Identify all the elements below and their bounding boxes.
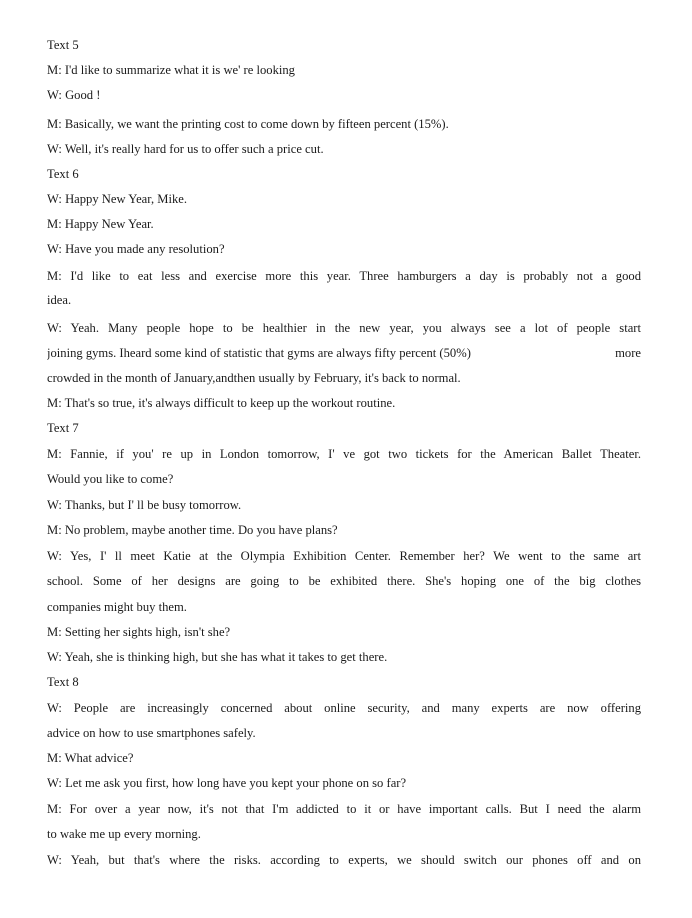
- dialogue-line: M: Fannie, if you' re up in London tomorrow, I' ve got two tickets for the American Ballet Theater.: [47, 447, 641, 461]
- line-segment: joining gyms. Iheard some kind of statistic that gyms are always fifty percent (50%): [47, 346, 471, 360]
- section-heading-text-7: Text 7: [47, 421, 79, 435]
- dialogue-line-continuation: school. Some of her designs are going to be exhibited there. She's hoping one of the big clothes: [47, 574, 641, 588]
- line-segment: more: [615, 346, 641, 360]
- section-heading-text-6: Text 6: [47, 167, 79, 181]
- dialogue-line-continuation: advice on how to use smartphones safely.: [47, 726, 256, 740]
- dialogue-line: M: No problem, maybe another time. Do you have plans?: [47, 523, 338, 537]
- dialogue-line-continuation: idea.: [47, 293, 72, 307]
- dialogue-line: W: Thanks, but I' ll be busy tomorrow.: [47, 498, 242, 512]
- dialogue-line: W: Have you made any resolution?: [47, 242, 225, 256]
- dialogue-line: W: Yeah, she is thinking high, but she has what it takes to get there.: [47, 650, 388, 664]
- dialogue-line-continuation: [47, 345, 641, 361]
- dialogue-line: M: I'd like to summarize what it is we' re looking: [47, 63, 295, 77]
- dialogue-line: M: That's so true, it's always difficult to keep up the workout routine.: [47, 396, 396, 410]
- dialogue-line-continuation: to wake me up every morning.: [47, 827, 201, 841]
- dialogue-line: M: I'd like to eat less and exercise more this year. Three hamburgers a day is probably not a good: [47, 269, 641, 283]
- dialogue-line: W: Let me ask you first, how long have you kept your phone on so far?: [47, 776, 407, 790]
- dialogue-line: W: Yeah. Many people hope to be healthier in the new year, you always see a lot of people start: [47, 321, 641, 335]
- dialogue-line: W: Happy New Year, Mike.: [47, 192, 187, 206]
- dialogue-line-continuation: companies might buy them.: [47, 600, 187, 614]
- dialogue-line: M: Basically, we want the printing cost to come down by fifteen percent (15%).: [47, 117, 449, 131]
- dialogue-line: M: What advice?: [47, 751, 134, 765]
- dialogue-line: W: Well, it's really hard for us to offer such a price cut.: [47, 142, 324, 156]
- dialogue-line: W: Yeah, but that's where the risks. according to experts, we should switch our phones off and on: [47, 853, 641, 867]
- dialogue-line: W: Yes, I' ll meet Katie at the Olympia Exhibition Center. Remember her? We went to the same art: [47, 549, 641, 563]
- section-heading-text-5: Text 5: [47, 38, 79, 52]
- dialogue-line: M: For over a year now, it's not that I'm addicted to it or have important calls. But I need the alarm: [47, 802, 641, 816]
- dialogue-line: W: People are increasingly concerned about online security, and many experts are now offering: [47, 701, 641, 715]
- section-heading-text-8: Text 8: [47, 675, 79, 689]
- dialogue-line-continuation: Would you like to come?: [47, 472, 174, 486]
- dialogue-line-continuation: crowded in the month of January,andthen usually by February, it's back to normal.: [47, 371, 461, 385]
- dialogue-line: W: Good !: [47, 88, 101, 102]
- dialogue-line: M: Setting her sights high, isn't she?: [47, 625, 231, 639]
- dialogue-line: M: Happy New Year.: [47, 217, 154, 231]
